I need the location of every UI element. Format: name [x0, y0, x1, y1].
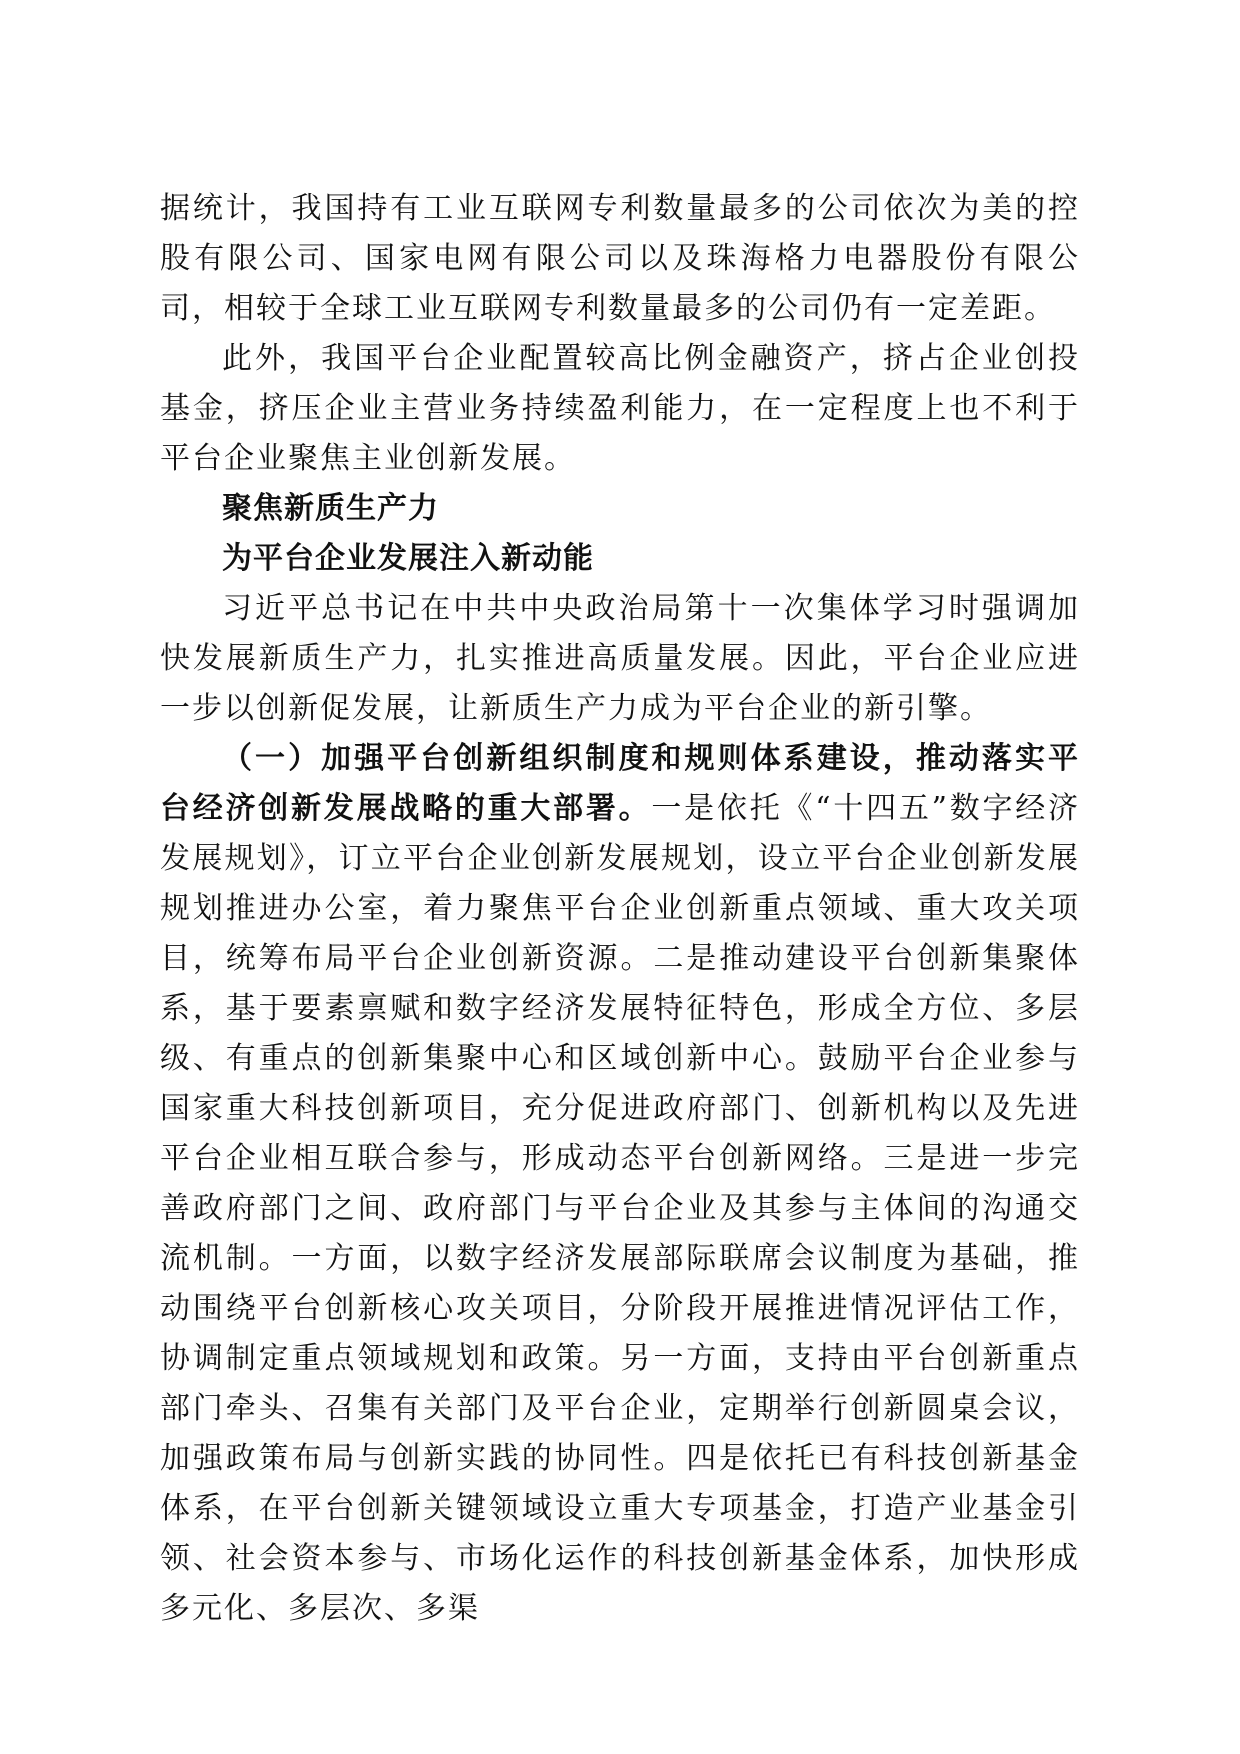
paragraph-financial-assets: 此外，我国平台企业配置较高比例金融资产，挤占企业创投基金，挤压企业主营业务持续盈利能力，在一定程度上也不利于平台企业聚焦主业创新发展。 [160, 341, 1080, 476]
document-page [160, 184, 1080, 1634]
paragraph-innovation-system [160, 734, 1080, 1634]
section-heading-line-2: 为平台企业发展注入新动能 [222, 541, 594, 576]
paragraph-patent-statistics: 据统计，我国持有工业互联网专利数量最多的公司依次为美的控股有限公司、国家电网有限公司以及珠海格力电器股份有限公司，相较于全球工业互联网专利数量最多的公司仍有一定差距。 [160, 191, 1080, 326]
paragraph-innovation-system-lead: （一）加强平台创新组织制度和规则体系建设，推动落实平台经济创新发展战略的重大部署。 [160, 741, 1080, 826]
paragraph-innovation-system-body: 一是依托《“十四五”数字经济发展规划》，订立平台企业创新发展规划，设立平台企业创新发展规划推进办公室，着力聚焦平台企业创新重点领域、重大攻关项目，统筹布局平台企业创新资源。二是推动建设平台创新集聚体系，基于要素禀赋和数字经济发展特征特色，形成全方位、多层级、有重点的创新集聚中心和区域创新中心。鼓励平台企业参与国家重大科技创新项目，充分促进政府部门、创新机构以及先进平台企业相互联合参与，形成动态平台创新网络。三是进一步完善政府部门之间、政府部门与平台企业及其参与主体间的沟通交流机制。一方面，以数字经济发展部际联席会议制度为基础，推动围绕平台创新核心攻关项目，分阶段开展推进情况评估工作，协调制定重点领域规划和政策。另一方面，支持由平台创新重点部门牵头、召集有关部门及平台企业，定期举行创新圆桌会议，加强政策布局与创新实践的协同性。四是依托已有科技创新基金体系，在平台创新关键领域设立重大专项基金，打造产业基金引领、社会资本参与、市场化运作的科技创新基金体系，加快形成多元化、多层次、多渠 [160, 791, 1080, 1626]
paragraph-new-productivity: 习近平总书记在中共中央政治局第十一次集体学习时强调加快发展新质生产力，扎实推进高质量发展。因此，平台企业应进一步以创新促发展，让新质生产力成为平台企业的新引擎。 [160, 591, 1080, 726]
section-heading-line-1: 聚焦新质生产力 [222, 491, 439, 526]
